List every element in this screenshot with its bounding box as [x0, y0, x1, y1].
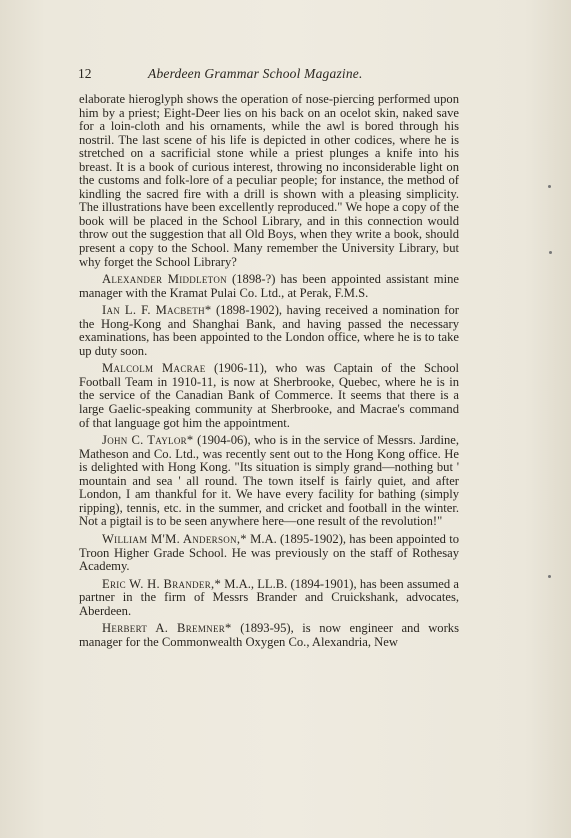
paper-speck [549, 251, 552, 254]
person-name: Malcolm Macrae [102, 361, 206, 376]
page-header [78, 66, 460, 84]
paper-speck [548, 575, 551, 578]
entry-text: (1893-95), is now engineer and works manager for the Commonwealth Oxygen Co., Alexandria, New [79, 621, 459, 649]
entry-text: (1898-1902), having received a nomination for the Hong-Kong and Shanghai Bank, and having passed the necessary examinations, has been appointed to the London office, where he is to take up duty soon. [79, 303, 459, 358]
person-name: William M'M. Anderson,* [102, 531, 247, 546]
entry-anderson [79, 533, 459, 574]
page-number: 12 [78, 66, 92, 81]
article-body [79, 93, 459, 653]
paper-speck [548, 185, 551, 188]
person-name: John C. Taylor* [102, 433, 194, 448]
entry-macrae [79, 362, 459, 430]
entry-bremner [79, 622, 459, 649]
person-name: Eric W. H. Brander,* [102, 576, 222, 591]
entry-taylor [79, 434, 459, 529]
running-title: Aberdeen Grammar School Magazine. [148, 66, 363, 81]
person-name: Alexander Middleton [102, 272, 227, 287]
entry-text: (1904-06), who is in the service of Messrs. Jardine, Matheson and Co. Ltd., was recently sent out to the Hong Kong office. He is delighted with Hong Kong. "Its situation is simply grand—nothing but ' mountain and sea ' all round. The town itself is fairly quiet, and after London, I am thankful for it. We have every facility for bathing (simply ripping), tennis, etc. in the summer, and cricket and football in the winter. Not a pigtail is to be seen anywhere here—one result of the revolution!" [79, 433, 459, 529]
entry-brander [79, 578, 459, 619]
person-name: Ian L. F. Macbeth* [102, 303, 212, 318]
entry-macbeth [79, 304, 459, 358]
entry-middleton [79, 273, 459, 300]
person-name: Herbert A. Bremner* [102, 621, 232, 636]
entry-text: M.A. (1895-1902), has been appointed to Troon Higher Grade School. He was previously on the staff of Rothesay Academy. [79, 531, 459, 574]
paragraph-continued: elaborate hieroglyph shows the operation of nose-piercing performed upon him by a priest; Eight-Deer lies on his back on an ocelot skin, naked save for a loin-cloth and his ornaments, while the awl is bored through his nostril. The last scene of his life is depicted in other codices, where he is stretched on a sacrificial stone while a priest plunges a knife into his breast. It is a book of curious interest, throwing no inconsiderable light on the customs and folk-lore of a peculiar people; for instance, the method of kindling the sacred fire with a drill is shown with a pleasing simplicity. The illustrations have been excellently reproduced." We hope a copy of the book will be placed in the School Library, and in this connection would throw out the suggestion that all Old Boys, when they write a book, should present a copy to the School. Many remember the University Library, but why forget the School Library? [79, 92, 459, 269]
entry-text: (1898-?) has been appointed assistant mine manager with the Kramat Pulai Co. Ltd., at Perak, F.M.S. [79, 272, 459, 300]
entry-text: M.A., LL.B. (1894-1901), has been assumed a partner in the firm of Messrs Brander and Cruickshank, advocates, Aberdeen. [79, 576, 459, 618]
entry-text: (1906-11), who was Captain of the School Football Team in 1910-11, is now at Sherbrooke, Quebec, where he is in the service of the Canadian Bank of Commerce. It seems that there is a large Gaelic-speaking community at Sherbrooke, and Macrae's command of that language got him the appointment. [79, 361, 459, 430]
